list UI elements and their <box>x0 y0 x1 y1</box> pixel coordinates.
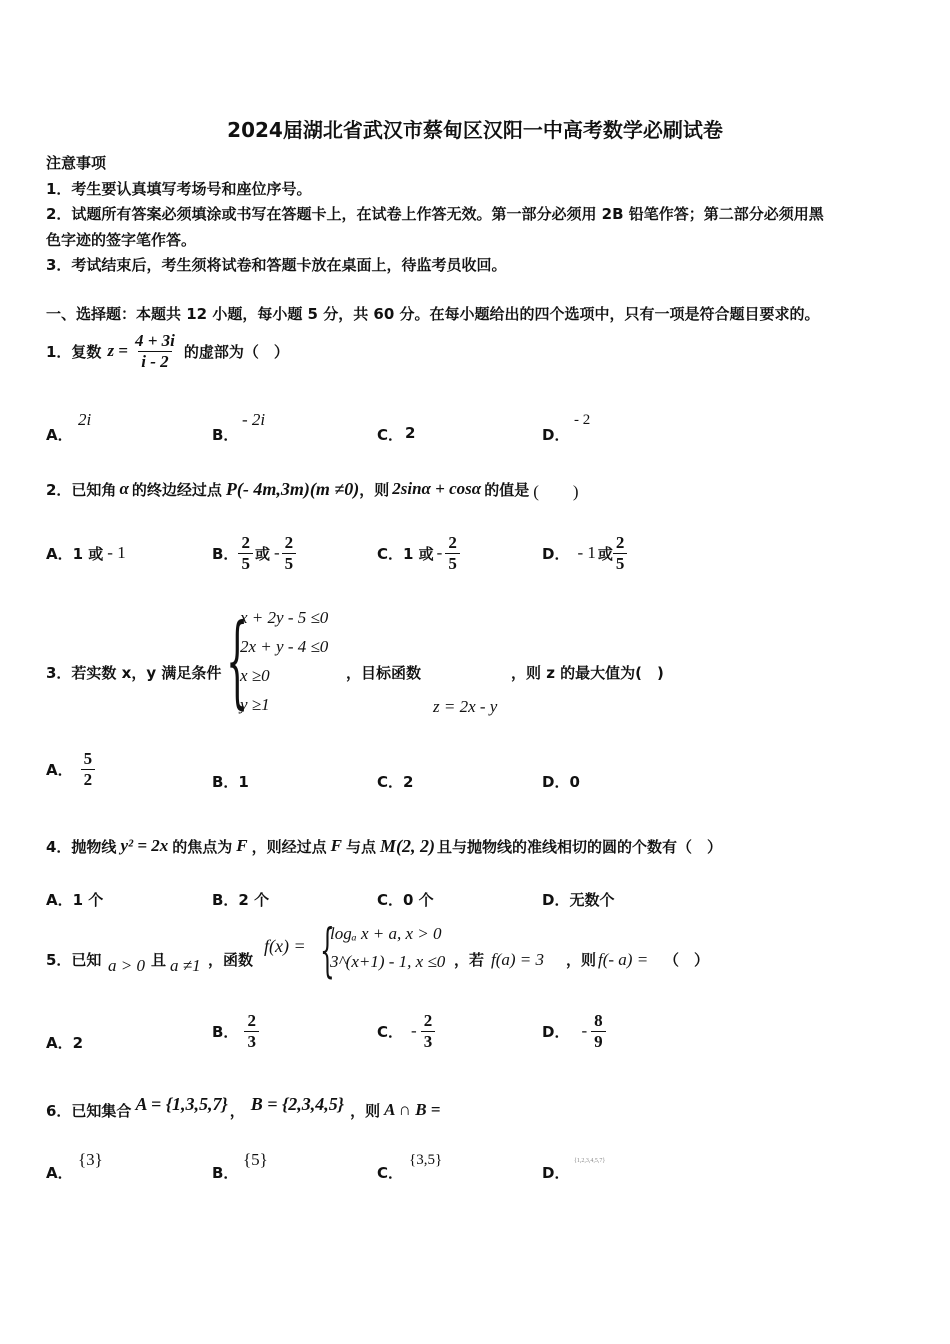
q4-eq: y² = 2x <box>120 836 169 855</box>
q4-prefix: 4．抛物线 <box>46 837 117 856</box>
q3-cond: x + 2y - 5 ≤0 <box>240 608 329 627</box>
q2-option-c <box>377 527 460 579</box>
q6-option-a: {3} <box>78 1150 103 1169</box>
frac-num: 2 <box>423 1010 433 1030</box>
q3-option-a <box>46 745 95 793</box>
frac-den: 5 <box>445 553 460 574</box>
question-4 <box>46 828 722 864</box>
notice-item: 1．考生要认真填写考场号和座位序号。 <box>46 180 312 198</box>
q2-option-d-value: - 1 <box>577 543 596 562</box>
q1-option-c: 2 <box>405 424 416 442</box>
q2-expr: 2sinα + cosα <box>392 479 482 498</box>
page-title: 2024届湖北省武汉市蔡甸区汉阳一中高考数学必刷试卷 <box>227 118 723 142</box>
q5-option-d-frac <box>591 1011 606 1051</box>
q2-option-b <box>212 527 296 579</box>
question-1 <box>46 328 289 374</box>
q5-option-b-label: B． <box>212 1022 239 1041</box>
q6-comma: ， <box>229 1101 245 1120</box>
q5-and: 且 <box>151 951 167 969</box>
q6-option-a-label: A． <box>46 1164 73 1182</box>
q1-den: i - 2 <box>138 351 171 372</box>
q1-option-a: 2i <box>78 410 92 429</box>
q2-option-a-value: - 1 <box>107 543 126 562</box>
q2-option-b-neg: - <box>273 543 280 562</box>
q1-option-c-label: C． <box>377 426 404 444</box>
q5-option-d <box>542 1006 606 1056</box>
q2-mid2: ，则 <box>359 480 390 499</box>
q3-option-c: C．2 <box>377 773 414 791</box>
frac-den: 5 <box>282 553 297 574</box>
q2-option-d-label: D． <box>542 544 570 563</box>
q2-point: P(- 4m,3m)(m ≠0) <box>225 478 360 499</box>
q3-suffix: ，则 z 的最大值为( ) <box>511 664 664 682</box>
q2-option-d <box>542 527 627 579</box>
notice-item: 色字迹的签字笔作答。 <box>46 231 197 249</box>
q4-option-b: B．2 个 <box>212 891 270 909</box>
q6-prefix: 6．已知集合 <box>46 1101 132 1120</box>
q1-option-d: - 2 <box>574 412 591 428</box>
section-heading: 一、选择题：本题共 12 小题，每小题 5 分，共 60 分。在每小题给出的四个选项中，只有一项是符合题目要求的。 <box>46 305 820 323</box>
q2-paren: ( ) <box>533 481 579 501</box>
q5-prefix: 5．已知 <box>46 951 102 969</box>
q5-option-c-label: C． <box>377 1022 404 1041</box>
q4-f: F <box>236 836 248 855</box>
q1-num: 4 + 3i <box>135 330 175 350</box>
q5-option-c <box>377 1006 435 1056</box>
q3-option-b: B．1 <box>212 773 249 791</box>
frac-num: 8 <box>594 1010 603 1030</box>
frac-den: 5 <box>238 553 253 574</box>
q5-case1: logₐ x + a, x > 0 <box>330 924 442 943</box>
q3-cond: y ≥1 <box>240 695 270 714</box>
q2-option-c-neg: - <box>436 543 443 562</box>
q2-alpha: α <box>119 479 129 498</box>
q6-option-d: {1,2,3,4,5,7} <box>574 1158 606 1164</box>
frac-den: 5 <box>613 553 628 574</box>
q2-option-a-label: A．1 或 <box>46 544 104 563</box>
q5-cond1: a > 0 <box>108 956 145 975</box>
q4-option-a: A．1 个 <box>46 891 104 909</box>
q1-suffix: 的虚部为（ ） <box>183 342 289 361</box>
q2-prefix: 2．已知角 <box>46 480 117 499</box>
q4-mid1: 的焦点为 <box>172 837 233 856</box>
frac-num: 2 <box>247 1010 256 1030</box>
frac-num: 5 <box>83 748 93 768</box>
q5-case2: 3^(x+1) - 1, x ≤0 <box>330 952 446 971</box>
q5-fx: f(x) = <box>264 936 306 956</box>
question-2 <box>46 472 579 506</box>
q1-option-b: - 2i <box>242 410 266 429</box>
frac-num: 2 <box>615 532 625 552</box>
q5-option-c-neg: - <box>411 1021 417 1040</box>
q6-option-b: {5} <box>243 1150 268 1169</box>
q3-cond: 2x + y - 4 ≤0 <box>240 637 329 656</box>
q6-option-c: {3,5} <box>409 1152 443 1168</box>
q2-option-b-frac1 <box>238 533 253 573</box>
q1-option-b-label: B． <box>212 426 239 444</box>
frac-num: 2 <box>241 532 250 552</box>
notice-item: 2．试题所有答案必须填涂或书写在答题卡上，在试卷上作答无效。第一部分必须用 2B 铅笔作答；第二部分必须用黑 <box>46 205 824 223</box>
q4-f2: F <box>330 836 342 855</box>
q5-mid3: ，则 <box>566 951 597 969</box>
frac-den: 2 <box>81 769 96 790</box>
q5-option-d-neg: - <box>581 1021 588 1040</box>
q5-cond: f(a) = 3 <box>491 950 545 969</box>
q5-option-b-frac <box>244 1011 259 1051</box>
q4-option-d: D．无数个 <box>542 891 615 909</box>
frac-den: 3 <box>244 1031 259 1052</box>
q2-option-b-frac2 <box>282 533 297 573</box>
notice-item: 3．考试结束后，考生须将试卷和答题卡放在桌面上，待监考员收回。 <box>46 256 507 274</box>
q6-ask: A ∩ B = <box>384 1100 441 1119</box>
q4-mid2: ，则经过点 <box>251 837 327 856</box>
q2-option-c-label: C．1 或 <box>377 544 434 563</box>
q2-option-c-frac <box>445 533 460 573</box>
q2-option-a <box>46 527 126 579</box>
q1-z-eq: z = <box>107 341 128 360</box>
notice-heading: 注意事项 <box>46 154 107 172</box>
q6-set-a: A = {1,3,5,7} <box>135 1093 228 1114</box>
frac-den: 9 <box>591 1031 606 1052</box>
q1-fraction <box>132 331 178 371</box>
q4-suffix: 且与抛物线的准线相切的圆的个数有（ ） <box>437 837 723 856</box>
q1-option-d-label: D． <box>542 426 570 444</box>
q5-mid2: ，若 <box>454 951 485 969</box>
q3-brace: { <box>226 602 249 719</box>
q2-option-b-or: 或 <box>254 544 270 563</box>
question-6 <box>46 1090 441 1130</box>
q6-option-b-label: B． <box>212 1164 239 1182</box>
q2-mid1: 的终边经过点 <box>131 480 222 499</box>
q2-option-d-frac <box>613 533 628 573</box>
q3-target: z = 2x - y <box>433 697 498 716</box>
q6-option-d-label: D． <box>542 1164 570 1182</box>
q5-cond2: a ≠1 <box>170 956 201 975</box>
q1-option-a-label: A． <box>46 426 73 444</box>
q3-cond: x ≥0 <box>240 666 270 685</box>
q3-prefix: 3．若实数 x，y 满足条件 <box>46 664 222 682</box>
q5-brace: { <box>320 916 335 984</box>
q5-suffix: （ ） <box>664 951 710 969</box>
q2-option-b-label: B． <box>212 544 239 563</box>
q4-m: M(2, 2) <box>380 835 436 856</box>
q3-option-d: D．0 <box>542 773 580 791</box>
q3-mid: ，目标函数 <box>346 664 422 682</box>
q5-option-a: A．2 <box>46 1034 84 1052</box>
q2-suffix: 的值是 <box>484 480 530 499</box>
q6-set-b: B = {2,3,4,5} <box>250 1093 345 1114</box>
frac-den: 3 <box>421 1031 436 1052</box>
q5-mid1: ，函数 <box>208 951 254 969</box>
q3-option-a-frac <box>81 749 96 789</box>
q1-prefix: 1．复数 <box>46 342 102 361</box>
q4-mid3: 与点 <box>346 837 377 856</box>
q5-option-b <box>212 1006 259 1056</box>
q5-option-d-label: D． <box>542 1022 570 1041</box>
q6-mid: ，则 <box>350 1101 381 1120</box>
q5-ask: f(- a) = <box>598 950 649 969</box>
q2-option-d-or: 或 <box>597 544 613 563</box>
q5-option-c-frac <box>421 1011 436 1051</box>
q6-option-c-label: C． <box>377 1164 404 1182</box>
frac-num: 2 <box>448 532 457 552</box>
q4-option-c: C．0 个 <box>377 891 434 909</box>
frac-num: 2 <box>284 532 294 552</box>
q3-option-a-label: A． <box>46 760 73 779</box>
